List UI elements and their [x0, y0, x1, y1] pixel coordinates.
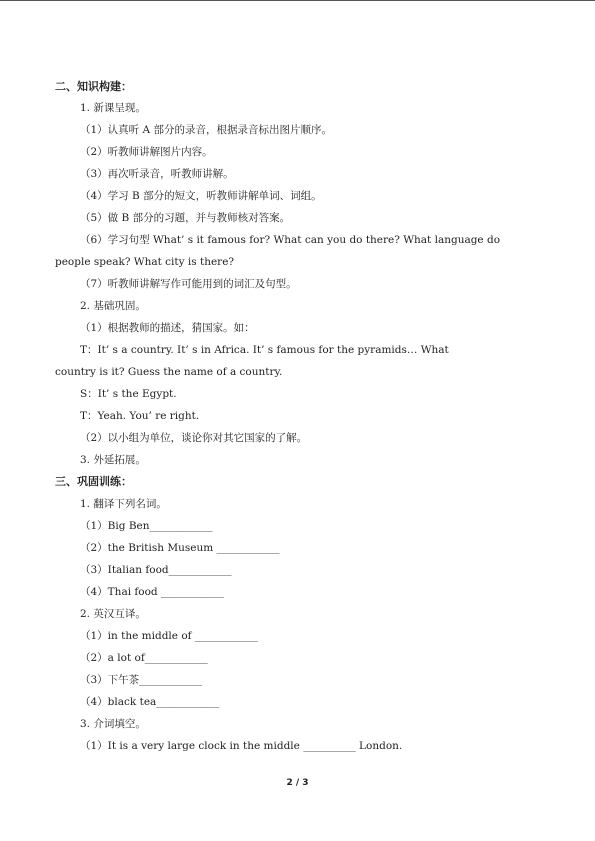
- question-item: （1）It is a very large clock in the middle __________ London.: [80, 740, 403, 752]
- list-item: （2）听教师讲解图片内容。: [80, 146, 213, 158]
- question-title: 2. 英汉互译。: [80, 608, 146, 620]
- list-item: （4）学习 B 部分的短文，听教师讲解单词、词组。: [80, 190, 322, 202]
- list-item: 3. 外延拓展。: [80, 454, 146, 466]
- list-item: 2. 基础巩固。: [80, 300, 146, 312]
- dialogue-line: T：It’ s a country. It’ s in Africa. It’ s famous for the pyramids… What: [80, 344, 449, 356]
- question-item: （1）in the middle of ____________: [80, 630, 258, 642]
- section-heading-knowledge: 二、知识构建：: [55, 80, 132, 93]
- question-title: 1. 翻译下列名词。: [80, 498, 167, 510]
- list-item: （6）学习句型 What’ s it famous for? What can you do there? What language do: [80, 234, 501, 246]
- list-item-continuation: people speak? What city is there?: [55, 256, 235, 268]
- dialogue-line: T：Yeah. You’ re right.: [80, 410, 200, 422]
- question-item: （2）the British Museum ____________: [80, 542, 280, 554]
- list-item: （1）根据教师的描述，猜国家。如：: [80, 322, 255, 334]
- question-item: （4）Thai food ____________: [80, 586, 224, 598]
- question-item: （1）Big Ben____________: [80, 520, 213, 532]
- section-heading-practice: 三、巩固训练：: [55, 475, 132, 488]
- question-item: （3）下午茶____________: [80, 674, 203, 686]
- question-item: （2）a lot of____________: [80, 652, 208, 664]
- dialogue-line: S：It’ s the Egypt.: [80, 388, 177, 400]
- list-item: 1. 新课呈现。: [80, 102, 146, 114]
- list-item: （7）听教师讲解写作可能用到的词汇及句型。: [80, 278, 297, 290]
- list-item: （1）认真听 A 部分的录音，根据录音标出图片顺序。: [80, 124, 332, 136]
- list-item: （2）以小组为单位，谈论你对其它国家的了解。: [80, 432, 308, 444]
- page-number: 2 / 3: [286, 778, 309, 788]
- question-item: （4）black tea____________: [80, 696, 220, 708]
- question-item: （3）Italian food____________: [80, 564, 232, 576]
- question-title: 3. 介词填空。: [80, 718, 146, 730]
- list-item: （3）再次听录音，听教师讲解。: [80, 168, 234, 180]
- list-item: （5）做 B 部分的习题，并与教师核对答案。: [80, 212, 291, 224]
- dialogue-line-continuation: country is it? Guess the name of a country.: [55, 366, 283, 378]
